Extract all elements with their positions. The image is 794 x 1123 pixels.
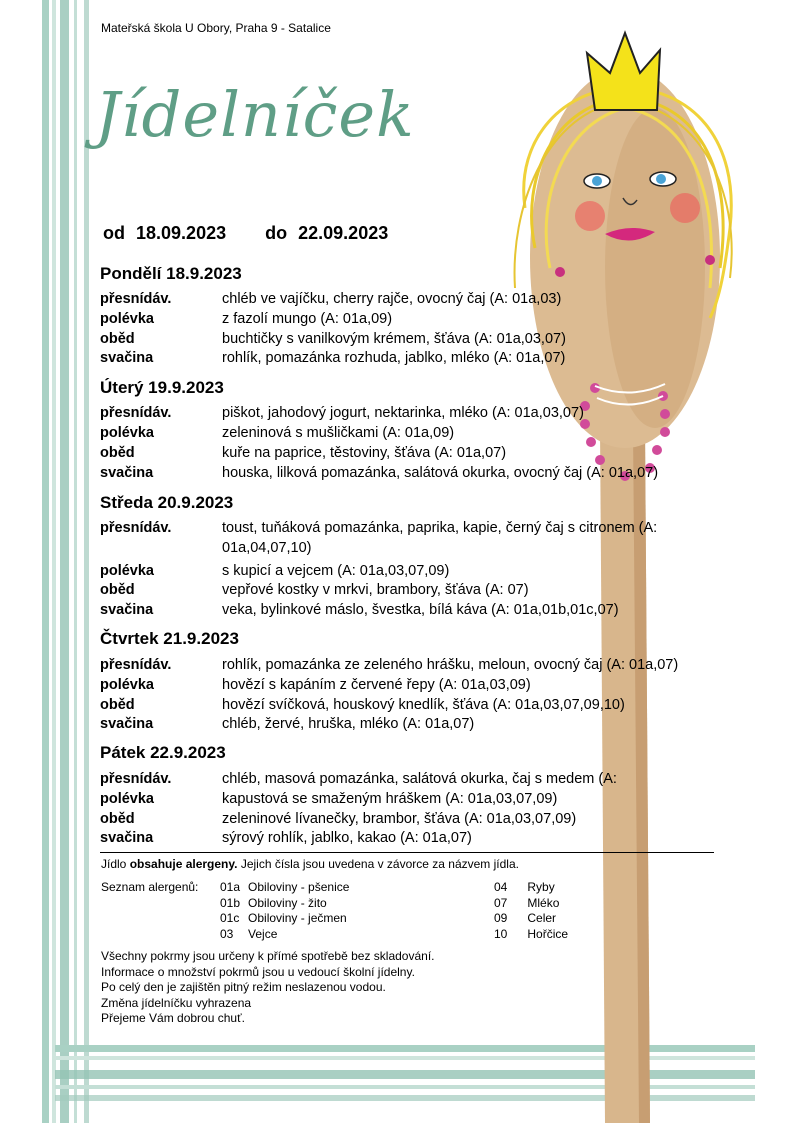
meal-label: svačina xyxy=(100,465,154,481)
dish: toust, tuňáková pomazánka, paprika, kapie, černý čaj s citronem (A: 01a,04,07,10) xyxy=(222,520,658,556)
stripe xyxy=(74,0,77,1123)
meal-label: oběd xyxy=(100,331,135,347)
page-title: Jídelníček xyxy=(95,78,415,151)
meal-label: svačina xyxy=(100,830,154,846)
stripe xyxy=(84,0,89,1123)
allergen-item: 01a Obiloviny - pšenice xyxy=(220,880,350,894)
dish: s kupicí a vejcem (A: 01a,03,07,09) xyxy=(222,563,450,579)
meal-label: polévka xyxy=(100,791,154,807)
dish: sýrový rohlík, jablko, kakao (A: 01a,07) xyxy=(222,830,472,846)
note-line: Informace o množství pokrmů jsou u vedoucí školní jídelny. xyxy=(101,964,415,979)
meal-label: polévka xyxy=(100,563,154,579)
dish: zeleninová s mušličkami (A: 01a,09) xyxy=(222,425,455,441)
from-date: 18.09.2023 xyxy=(136,223,227,243)
dish: veka, bylinkové máslo, švestka, bílá káva (A: 01a,01b,01c,07) xyxy=(222,602,619,618)
dish: kuře na paprice, těstoviny, šťáva (A: 01a,07) xyxy=(222,445,507,461)
dish: rohlík, pomazánka ze zeleného hrášku, meloun, ovocný čaj (A: 01a,07) xyxy=(222,657,679,673)
allergen-list-right xyxy=(494,880,588,942)
allergen-list-left xyxy=(220,880,357,942)
dish: hovězí s kapáním z červené řepy (A: 01a,03,09) xyxy=(222,677,531,693)
school-name: Mateřská škola U Obory, Praha 9 - Satalice xyxy=(101,21,331,35)
divider xyxy=(100,852,714,853)
footer-notes xyxy=(101,949,435,1027)
dish: zeleninové lívanečky, brambor, šťáva (A: 01a,03,07,09) xyxy=(222,811,577,827)
dish: buchtičky s vanilkovým krémem, šťáva (A: 01a,03,07) xyxy=(222,331,566,347)
allergen-item: 03 Vejce xyxy=(220,926,278,941)
allergen-item: 09 Celer xyxy=(494,911,557,925)
meal-label: přesnídáv. xyxy=(100,405,172,421)
dish: chléb ve vajíčku, cherry rajče, ovocný čaj (A: 01a,03) xyxy=(222,291,562,307)
date-range xyxy=(103,223,394,244)
crown-icon xyxy=(587,33,660,110)
note-line: Všechny pokrmy jsou určeny k přímé spotřebě bez skladování. xyxy=(101,949,435,963)
note-line: Změna jídelníčku vyhrazena xyxy=(101,995,252,1010)
meal-label: přesnídáv. xyxy=(100,520,172,536)
dish: vepřové kostky v mrkvi, brambory, šťáva (A: 07) xyxy=(222,582,529,598)
stripe xyxy=(60,0,69,1123)
allergen-item: 04 Ryby xyxy=(494,880,555,894)
meal-label: přesnídáv. xyxy=(100,291,172,307)
from-label: od xyxy=(103,223,125,243)
day-heading: Středa 20.9.2023 xyxy=(100,493,234,512)
note-line: Přejeme Vám dobrou chuť. xyxy=(101,1011,245,1025)
stripe xyxy=(52,0,56,1123)
day-heading: Pondělí 18.9.2023 xyxy=(100,264,242,283)
dish: houska, lilková pomazánka, salátová okurka, ovocný čaj (A: 01a,07) xyxy=(222,465,659,481)
menu-row xyxy=(100,519,720,559)
meal-label: svačina xyxy=(100,716,154,732)
day-heading: Úterý 19.9.2023 xyxy=(100,378,224,397)
meal-label: oběd xyxy=(100,697,135,713)
stripe xyxy=(42,0,49,1123)
allergen-item: 10 Hořčice xyxy=(494,926,569,941)
meal-label: polévka xyxy=(100,425,154,441)
day-heading: Čtvrtek 21.9.2023 xyxy=(100,629,239,648)
note-line: Po celý den je zajištěn pitný režim neslazenou vodou. xyxy=(101,980,386,994)
meal-label: polévka xyxy=(100,311,154,327)
dish: rohlík, pomazánka rozhuda, jablko, mléko (A: 01a,07) xyxy=(222,350,566,366)
dish: hovězí svíčková, houskový knedlík, šťáva (A: 01a,03,07,09,10) xyxy=(222,697,625,713)
meal-label: přesnídáv. xyxy=(100,771,172,787)
dish: chléb, žervé, hruška, mléko (A: 01a,07) xyxy=(222,716,475,732)
meal-label: oběd xyxy=(100,582,135,598)
dish: z fazolí mungo (A: 01a,09) xyxy=(222,311,393,327)
day-heading: Pátek 22.9.2023 xyxy=(100,743,226,762)
meal-label: oběd xyxy=(100,445,135,461)
allergen-list-label: Seznam alergenů: xyxy=(101,880,199,894)
allergen-item: 01c Obiloviny - ječmen xyxy=(220,911,347,925)
to-date: 22.09.2023 xyxy=(298,223,389,243)
allergen-item: 07 Mléko xyxy=(494,895,560,910)
meal-label: svačina xyxy=(100,350,154,366)
meal-label: polévka xyxy=(100,677,154,693)
meal-label: přesnídáv. xyxy=(100,657,172,673)
allergen-note: Jídlo obsahuje alergeny. Jejich čísla jsou uvedena v závorce za názvem jídla. xyxy=(101,857,519,871)
dish: piškot, jahodový jogurt, nektarinka, mléko (A: 01a,03,07) xyxy=(222,405,584,421)
dish: chléb, masová pomazánka, salátová okurka, čaj s medem (A: xyxy=(222,771,617,787)
allergen-item: 01b Obiloviny - žito xyxy=(220,895,327,910)
meal-label: oběd xyxy=(100,811,135,827)
dish: kapustová se smaženým hráškem (A: 01a,03,07,09) xyxy=(222,791,558,807)
to-label: do xyxy=(265,223,288,243)
meal-label: svačina xyxy=(100,602,154,618)
